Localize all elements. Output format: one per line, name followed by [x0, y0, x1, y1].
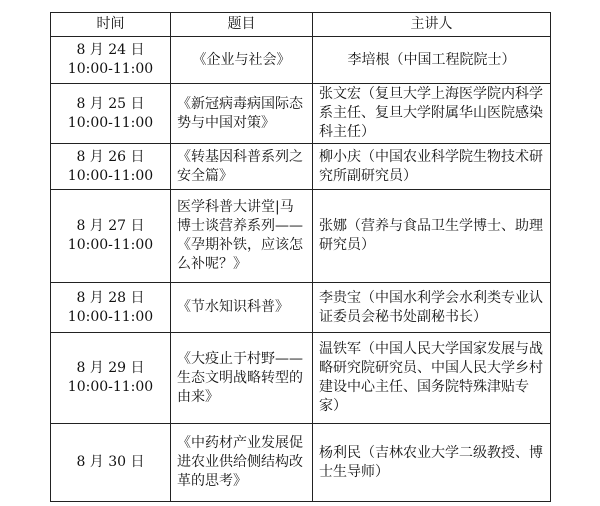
time-cell: [51, 37, 171, 84]
time-cell: [51, 144, 171, 190]
speaker-cell: 温铁军（中国人民大学国家发展与战略研究院研究员、中国人民大学乡村建设中心主任、国务院特殊津贴专家）: [313, 333, 551, 424]
hours-text: 10:00-11:00: [67, 167, 154, 184]
time-cell: [51, 84, 171, 144]
date-text: 8 月 25 日: [76, 95, 145, 112]
speaker-cell: 张文宏（复旦大学上海医学院内科学系主任、复旦大学附属华山医院感染科主任）: [313, 84, 551, 144]
table-row: [51, 37, 551, 84]
table-row: [51, 190, 551, 283]
speaker-cell: 柳小庆（中国农业科学院生物技术研究所副研究员）: [313, 144, 551, 190]
topic-cell: 《大疫止于村野——生态文明战略转型的由来》: [171, 333, 313, 424]
date-text: 8 月 28 日: [76, 289, 145, 306]
time-cell: [51, 190, 171, 283]
date-text: 8 月 24 日: [76, 42, 145, 58]
hours-text: 10:00-11:00: [67, 61, 154, 77]
table-row: [51, 144, 551, 190]
topic-cell: 《转基因科普系列之安全篇》: [171, 144, 313, 190]
table-row: [51, 424, 551, 502]
topic-cell: 《节水知识科普》: [171, 283, 313, 333]
header-speaker: 主讲人: [313, 13, 551, 37]
header-time: 时间: [51, 13, 171, 37]
date-text: 8 月 27 日: [76, 218, 145, 234]
hours-text: 10:00-11:00: [67, 379, 154, 395]
table-row: [51, 283, 551, 333]
time-cell: [51, 283, 171, 333]
date-text: 8 月 26 日: [76, 148, 145, 165]
date-text: 8 月 29 日: [76, 360, 145, 376]
topic-cell: 《中药材产业发展促进农业供给侧结构改革的思考》: [171, 424, 313, 502]
table-row: [51, 333, 551, 424]
speaker-cell: 李贵宝（中国水利学会水利类专业认证委员会秘书处副秘书长）: [313, 283, 551, 333]
table-row: [51, 84, 551, 144]
speaker-cell: 张娜（营养与食品卫生学博士、助理研究员）: [313, 190, 551, 283]
topic-cell: 《企业与社会》: [171, 37, 313, 84]
date-text: 8 月 30 日: [76, 454, 145, 470]
hours-text: 10:00-11:00: [67, 308, 154, 325]
speaker-cell: 李培根（中国工程院院士）: [313, 37, 551, 84]
hours-text: 10:00-11:00: [67, 114, 154, 131]
hours-text: 10:00-11:00: [67, 237, 154, 253]
time-cell: [51, 424, 171, 502]
topic-cell: 《新冠病毒病国际态势与中国对策》: [171, 84, 313, 144]
schedule-table: [50, 12, 551, 502]
topic-cell: 医学科普大讲堂|马博士谈营养系列——《孕期补铁，应该怎么补呢？》: [171, 190, 313, 283]
header-row: [51, 13, 551, 37]
header-topic: 题目: [171, 13, 313, 37]
time-cell: [51, 333, 171, 424]
speaker-cell: 杨利民（吉林农业大学二级教授、博士生导师）: [313, 424, 551, 502]
